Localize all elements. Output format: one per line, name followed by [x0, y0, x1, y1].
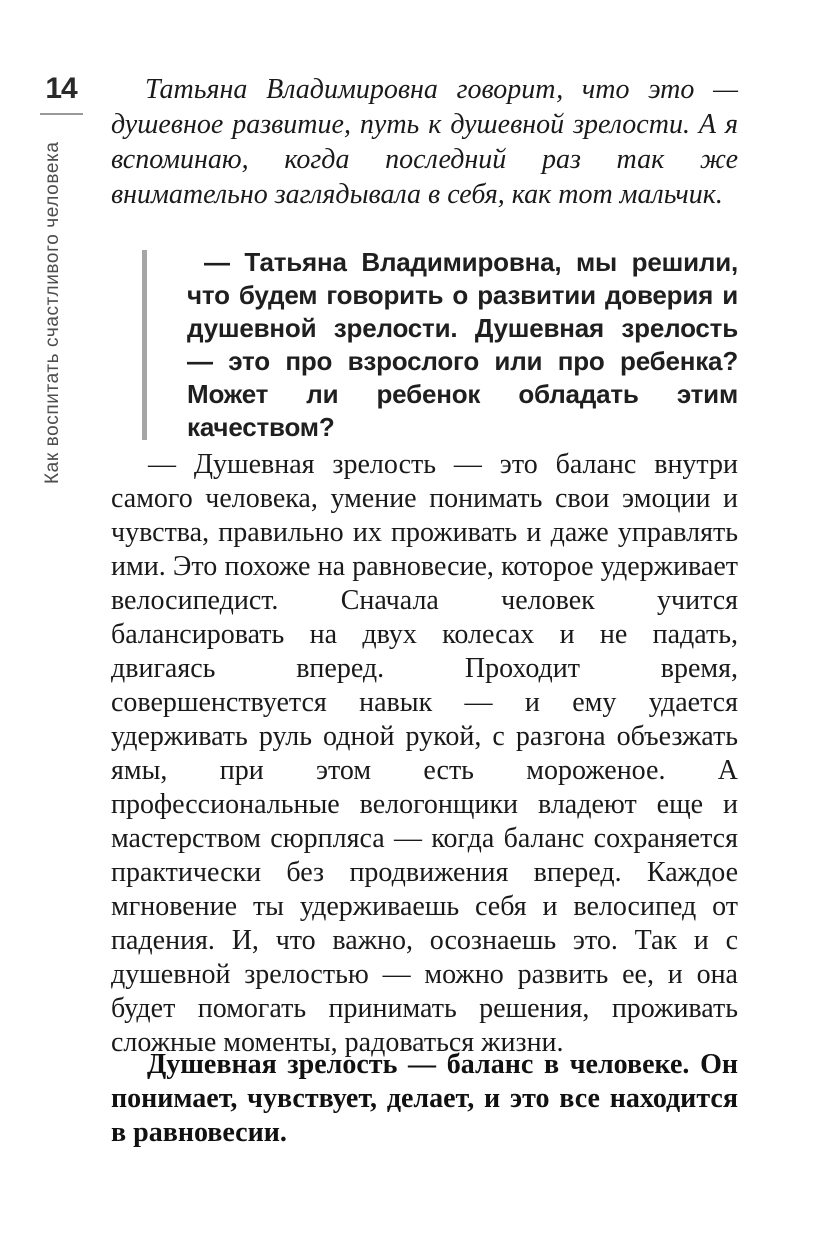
key-takeaway-paragraph: Душевная зрелость — баланс в человеке. Он понимает, чувствует, делает, и это все находится в равновесии.: [111, 1049, 738, 1148]
page-number: 14: [45, 72, 77, 105]
quote-left-bar: [142, 250, 147, 440]
intro-italic-paragraph: Татьяна Владимировна говорит, что это — душевное развитие, путь к душевной зрелости. А я вспоминаю, когда последний раз так же внимательно заглядывала в себя, как тот мальчик.: [111, 74, 738, 210]
interviewer-question-block: [111, 246, 738, 444]
page-number-divider: [40, 113, 83, 115]
interviewer-question-text: — Татьяна Владимировна, мы решили, что будем говорить о развитии доверия и душевной зрелости. Душевная зрелость — это про взрослого или про ребенка? Может ли ребенок обладать этим качеством?: [187, 247, 738, 442]
expert-answer-paragraph: — Душевная зрелость — это баланс внутри самого человека, умение понимать свои эмоции и чувства, правильно их проживать и даже управлять ими. Это похоже на равновесие, которое удерживает велосипедист. Сначала человек учится балансировать на двух колесах и не падать, двигаясь вперед. Проходит время, совершенствуется навык — и ему удается удерживать руль одной рукой, с разгона объезжать ямы, при этом есть мороженое. А профессиональные велогонщики владеют еще и мастерством сюрпляса — когда баланс сохраняется практически без продвижения вперед. Каждое мгновение ты удерживаешь себя и велосипед от падения. И, что важно, осознаешь это. Так и с душевной зрелостью — можно развить ее, и она будет помогать принимать решения, проживать сложные моменты, радоваться жизни.: [111, 449, 738, 1058]
running-title-vertical: Как воспитать счастливого человека: [42, 141, 63, 484]
